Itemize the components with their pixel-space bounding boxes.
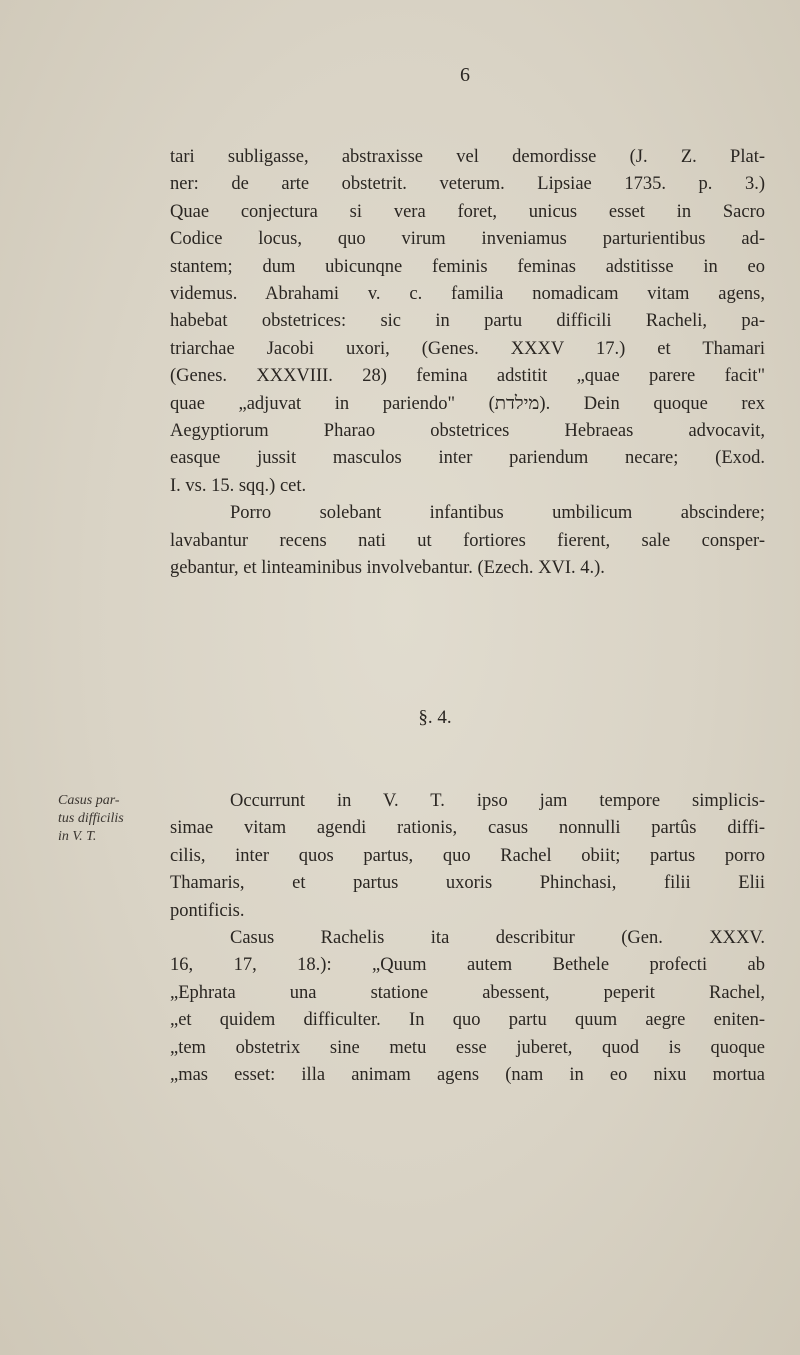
text-line: „et quidem difficulter. In quo partu quum aegre eniten- bbox=[170, 1010, 765, 1031]
text-line: „tem obstetrix sine metu esse juberet, quod is quoque bbox=[170, 1037, 765, 1058]
text-block-bottom bbox=[170, 788, 765, 1089]
text-line: pontificis. bbox=[170, 900, 245, 921]
text-line: 16, 17, 18.): „Quum autem Bethele profecti ab bbox=[170, 955, 765, 976]
text-line: Casus Rachelis ita describitur (Gen. XXXV. bbox=[230, 928, 765, 949]
text-line: habebat obstetrices: sic in partu difficili Racheli, pa- bbox=[170, 311, 765, 332]
text-line: triarchae Jacobi uxori, (Genes. XXXV 17.) et Thamari bbox=[170, 338, 765, 359]
text-line: (Genes. XXXVIII. 28) femina adstitit „quae parere facit" bbox=[170, 366, 765, 387]
text-line: tari subligasse, abstraxisse vel demordisse (J. Z. Plat- bbox=[170, 147, 765, 167]
text-line: ner: de arte obstetrit. veterum. Lipsiae 1735. p. 3.) bbox=[170, 174, 765, 195]
text-line: Quae conjectura si vera foret, unicus esset in Sacro bbox=[170, 201, 765, 222]
section-heading: §. 4. bbox=[418, 707, 452, 728]
text-block-top bbox=[170, 144, 765, 583]
text-line: lavabantur recens nati ut fortiores fierent, sale consper- bbox=[170, 530, 765, 551]
text-line: easque jussit masculos inter pariendum necare; (Exod. bbox=[170, 448, 765, 469]
text-line: Thamaris, et partus uxoris Phinchasi, filii Elii bbox=[170, 873, 765, 894]
text-line: cilis, inter quos partus, quo Rachel obiit; partus porro bbox=[170, 845, 765, 866]
margin-note-line: Casus par- bbox=[58, 793, 120, 808]
text-line: quae „adjuvat in pariendo" (מילדת). Dein quoque rex bbox=[170, 393, 765, 414]
text-line: „Ephrata una statione abessent, peperit Rachel, bbox=[170, 982, 765, 1003]
text-line: stantem; dum ubicunqne feminis feminas adstitisse in eo bbox=[170, 256, 765, 277]
text-line: gebantur, et linteaminibus involvebantur. (Ezech. XVI. 4.). bbox=[170, 558, 605, 579]
text-line: Porro solebant infantibus umbilicum abscindere; bbox=[230, 503, 765, 524]
text-line: simae vitam agendi rationis, casus nonnulli partûs diffi- bbox=[170, 818, 765, 839]
text-line: Codice locus, quo virum inveniamus parturientibus ad- bbox=[170, 229, 765, 250]
margin-note-line: tus difficilis bbox=[58, 811, 124, 826]
text-line: Aegyptiorum Pharao obstetrices Hebraeas advocavit, bbox=[170, 421, 765, 442]
text-line: videmus. Abrahami v. c. familia nomadicam vitam agens, bbox=[170, 284, 765, 305]
text-line: I. vs. 15. sqq.) cet. bbox=[170, 475, 307, 496]
page-number: 6 bbox=[460, 64, 470, 86]
margin-note bbox=[58, 792, 158, 846]
text-line: Occurrunt in V. T. ipso jam tempore simplicis- bbox=[230, 791, 765, 811]
margin-note-line: in V. T. bbox=[58, 829, 97, 844]
text-line: „mas esset: illa animam agens (nam in eo nixu mortua bbox=[170, 1065, 765, 1086]
